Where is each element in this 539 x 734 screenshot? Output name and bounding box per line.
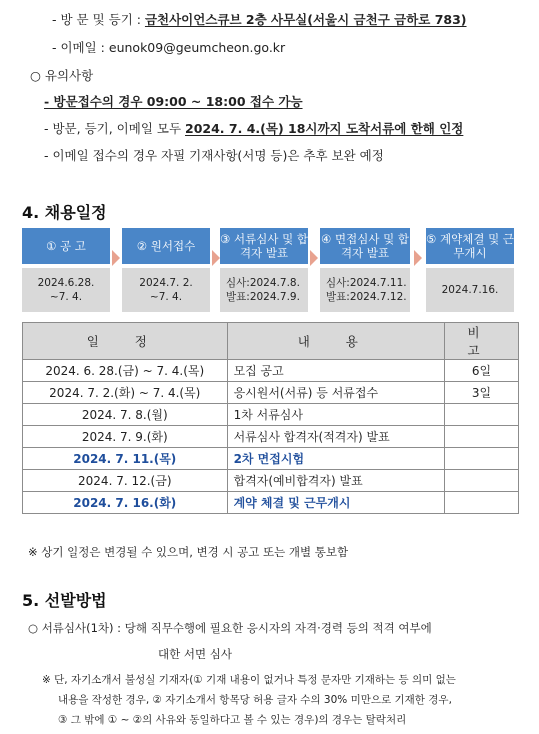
step-2-head: ② 원서접수 bbox=[122, 228, 210, 264]
step-3-head: ③ 서류심사 및 합격자 발표 bbox=[220, 228, 308, 264]
row-date: 2024. 7. 9.(화) bbox=[23, 426, 228, 448]
table-row bbox=[23, 426, 519, 448]
visit-address: 금천사이언스큐브 2층 사무실(서울시 금천구 금하로 783) bbox=[144, 12, 467, 27]
row-date: 2024. 7. 12.(금) bbox=[23, 470, 228, 492]
row-date: 2024. 6. 28.(금) ~ 7. 4.(목) bbox=[23, 360, 228, 382]
arrow-icon bbox=[310, 250, 318, 266]
step-2-body: 2024.7. 2. ~7. 4. bbox=[122, 268, 210, 312]
step-5-body: 2024.7.16. bbox=[426, 268, 514, 312]
email-label: - 이메일 : bbox=[52, 40, 105, 55]
table-header-date: 일 정 bbox=[23, 323, 228, 360]
row-note: 3일 bbox=[445, 382, 519, 404]
notes-item-email: - 이메일 접수의 경우 자필 기재사항(서명 등)은 추후 보완 예정 bbox=[44, 148, 384, 163]
table-row bbox=[23, 382, 519, 404]
table-row-highlight bbox=[23, 448, 519, 470]
notes-deadline-prefix: - 방문, 등기, 이메일 모두 bbox=[44, 121, 182, 136]
step-4-body: 심사:2024.7.11. 발표:2024.7.12. bbox=[320, 268, 410, 312]
row-note bbox=[445, 492, 519, 514]
row-note bbox=[445, 448, 519, 470]
schedule-footnote: ※ 상기 일정은 변경될 수 있으며, 변경 시 공고 또는 개별 통보함 bbox=[28, 545, 349, 559]
table-header-content: 내 용 bbox=[227, 323, 445, 360]
visit-label: - 방 문 및 등기 : bbox=[52, 12, 141, 27]
selection-note1: ※ 단, 자기소개서 불성실 기재자(① 기재 내용이 없거나 특정 문자만 기재하는 등 의미 없는 bbox=[42, 674, 456, 686]
notes-deadline-emphasis: 2024. 7. 4.(목) 18시까지 도착서류에 한해 인정 bbox=[185, 121, 464, 136]
notes-item-visit-hours: - 방문접수의 경우 09:00 ~ 18:00 접수 가능 bbox=[44, 94, 303, 109]
notes-heading: ○ 유의사항 bbox=[30, 68, 94, 83]
row-content: 2차 면접시험 bbox=[227, 448, 445, 470]
row-content: 응시원서(서류) 등 서류접수 bbox=[227, 382, 445, 404]
email-address[interactable]: eunok09@geumcheon.go.kr bbox=[108, 40, 286, 55]
row-note bbox=[445, 470, 519, 492]
selection-note2: 내용을 작성한 경우, ② 자기소개서 항목당 허용 글자 수의 30% 미만으로 기재한 경우, bbox=[58, 694, 452, 706]
table-row-highlight bbox=[23, 492, 519, 514]
row-content: 모집 공고 bbox=[227, 360, 445, 382]
row-content: 1차 서류심사 bbox=[227, 404, 445, 426]
step-1-head: ① 공 고 bbox=[22, 228, 110, 264]
section4-title: 4. 채용일정 bbox=[22, 203, 107, 222]
row-content: 계약 체결 및 근무개시 bbox=[227, 492, 445, 514]
selection-line2: 대한 서면 심사 bbox=[158, 647, 232, 661]
selection-note3: ③ 그 밖에 ① ~ ②의 사유와 동일하다고 볼 수 있는 경우)의 경우는 탈락처리 bbox=[58, 714, 407, 726]
row-date: 2024. 7. 8.(월) bbox=[23, 404, 228, 426]
row-date: 2024. 7. 2.(화) ~ 7. 4.(목) bbox=[23, 382, 228, 404]
row-content: 서류심사 합격자(적격자) 발표 bbox=[227, 426, 445, 448]
row-note bbox=[445, 426, 519, 448]
row-note: 6일 bbox=[445, 360, 519, 382]
row-date: 2024. 7. 11.(목) bbox=[23, 448, 228, 470]
arrow-icon bbox=[112, 250, 120, 266]
email-line bbox=[52, 38, 285, 56]
row-date: 2024. 7. 16.(화) bbox=[23, 492, 228, 514]
table-header-row bbox=[23, 323, 519, 360]
table-header-note: 비 고 bbox=[445, 323, 519, 360]
step-4-head: ④ 면접심사 및 합격자 발표 bbox=[320, 228, 410, 264]
table-row bbox=[23, 404, 519, 426]
row-note bbox=[445, 404, 519, 426]
table-row bbox=[23, 360, 519, 382]
notes-item-deadline bbox=[44, 119, 463, 137]
step-3-body: 심사:2024.7.8. 발표:2024.7.9. bbox=[220, 268, 308, 312]
selection-line1: ○ 서류심사(1차) : 당해 직무수행에 필요한 응시자의 자격·경력 등의 적격 여부에 bbox=[28, 621, 432, 635]
section5-title: 5. 선발방법 bbox=[22, 591, 107, 610]
schedule-table bbox=[22, 322, 519, 514]
visit-line bbox=[52, 10, 467, 28]
table-row bbox=[23, 470, 519, 492]
step-5-head: ⑤ 계약체결 및 근무개시 bbox=[426, 228, 514, 264]
arrow-icon bbox=[414, 250, 422, 266]
row-content: 합격자(예비합격자) 발표 bbox=[227, 470, 445, 492]
step-1-body: 2024.6.28. ~7. 4. bbox=[22, 268, 110, 312]
arrow-icon bbox=[212, 250, 220, 266]
